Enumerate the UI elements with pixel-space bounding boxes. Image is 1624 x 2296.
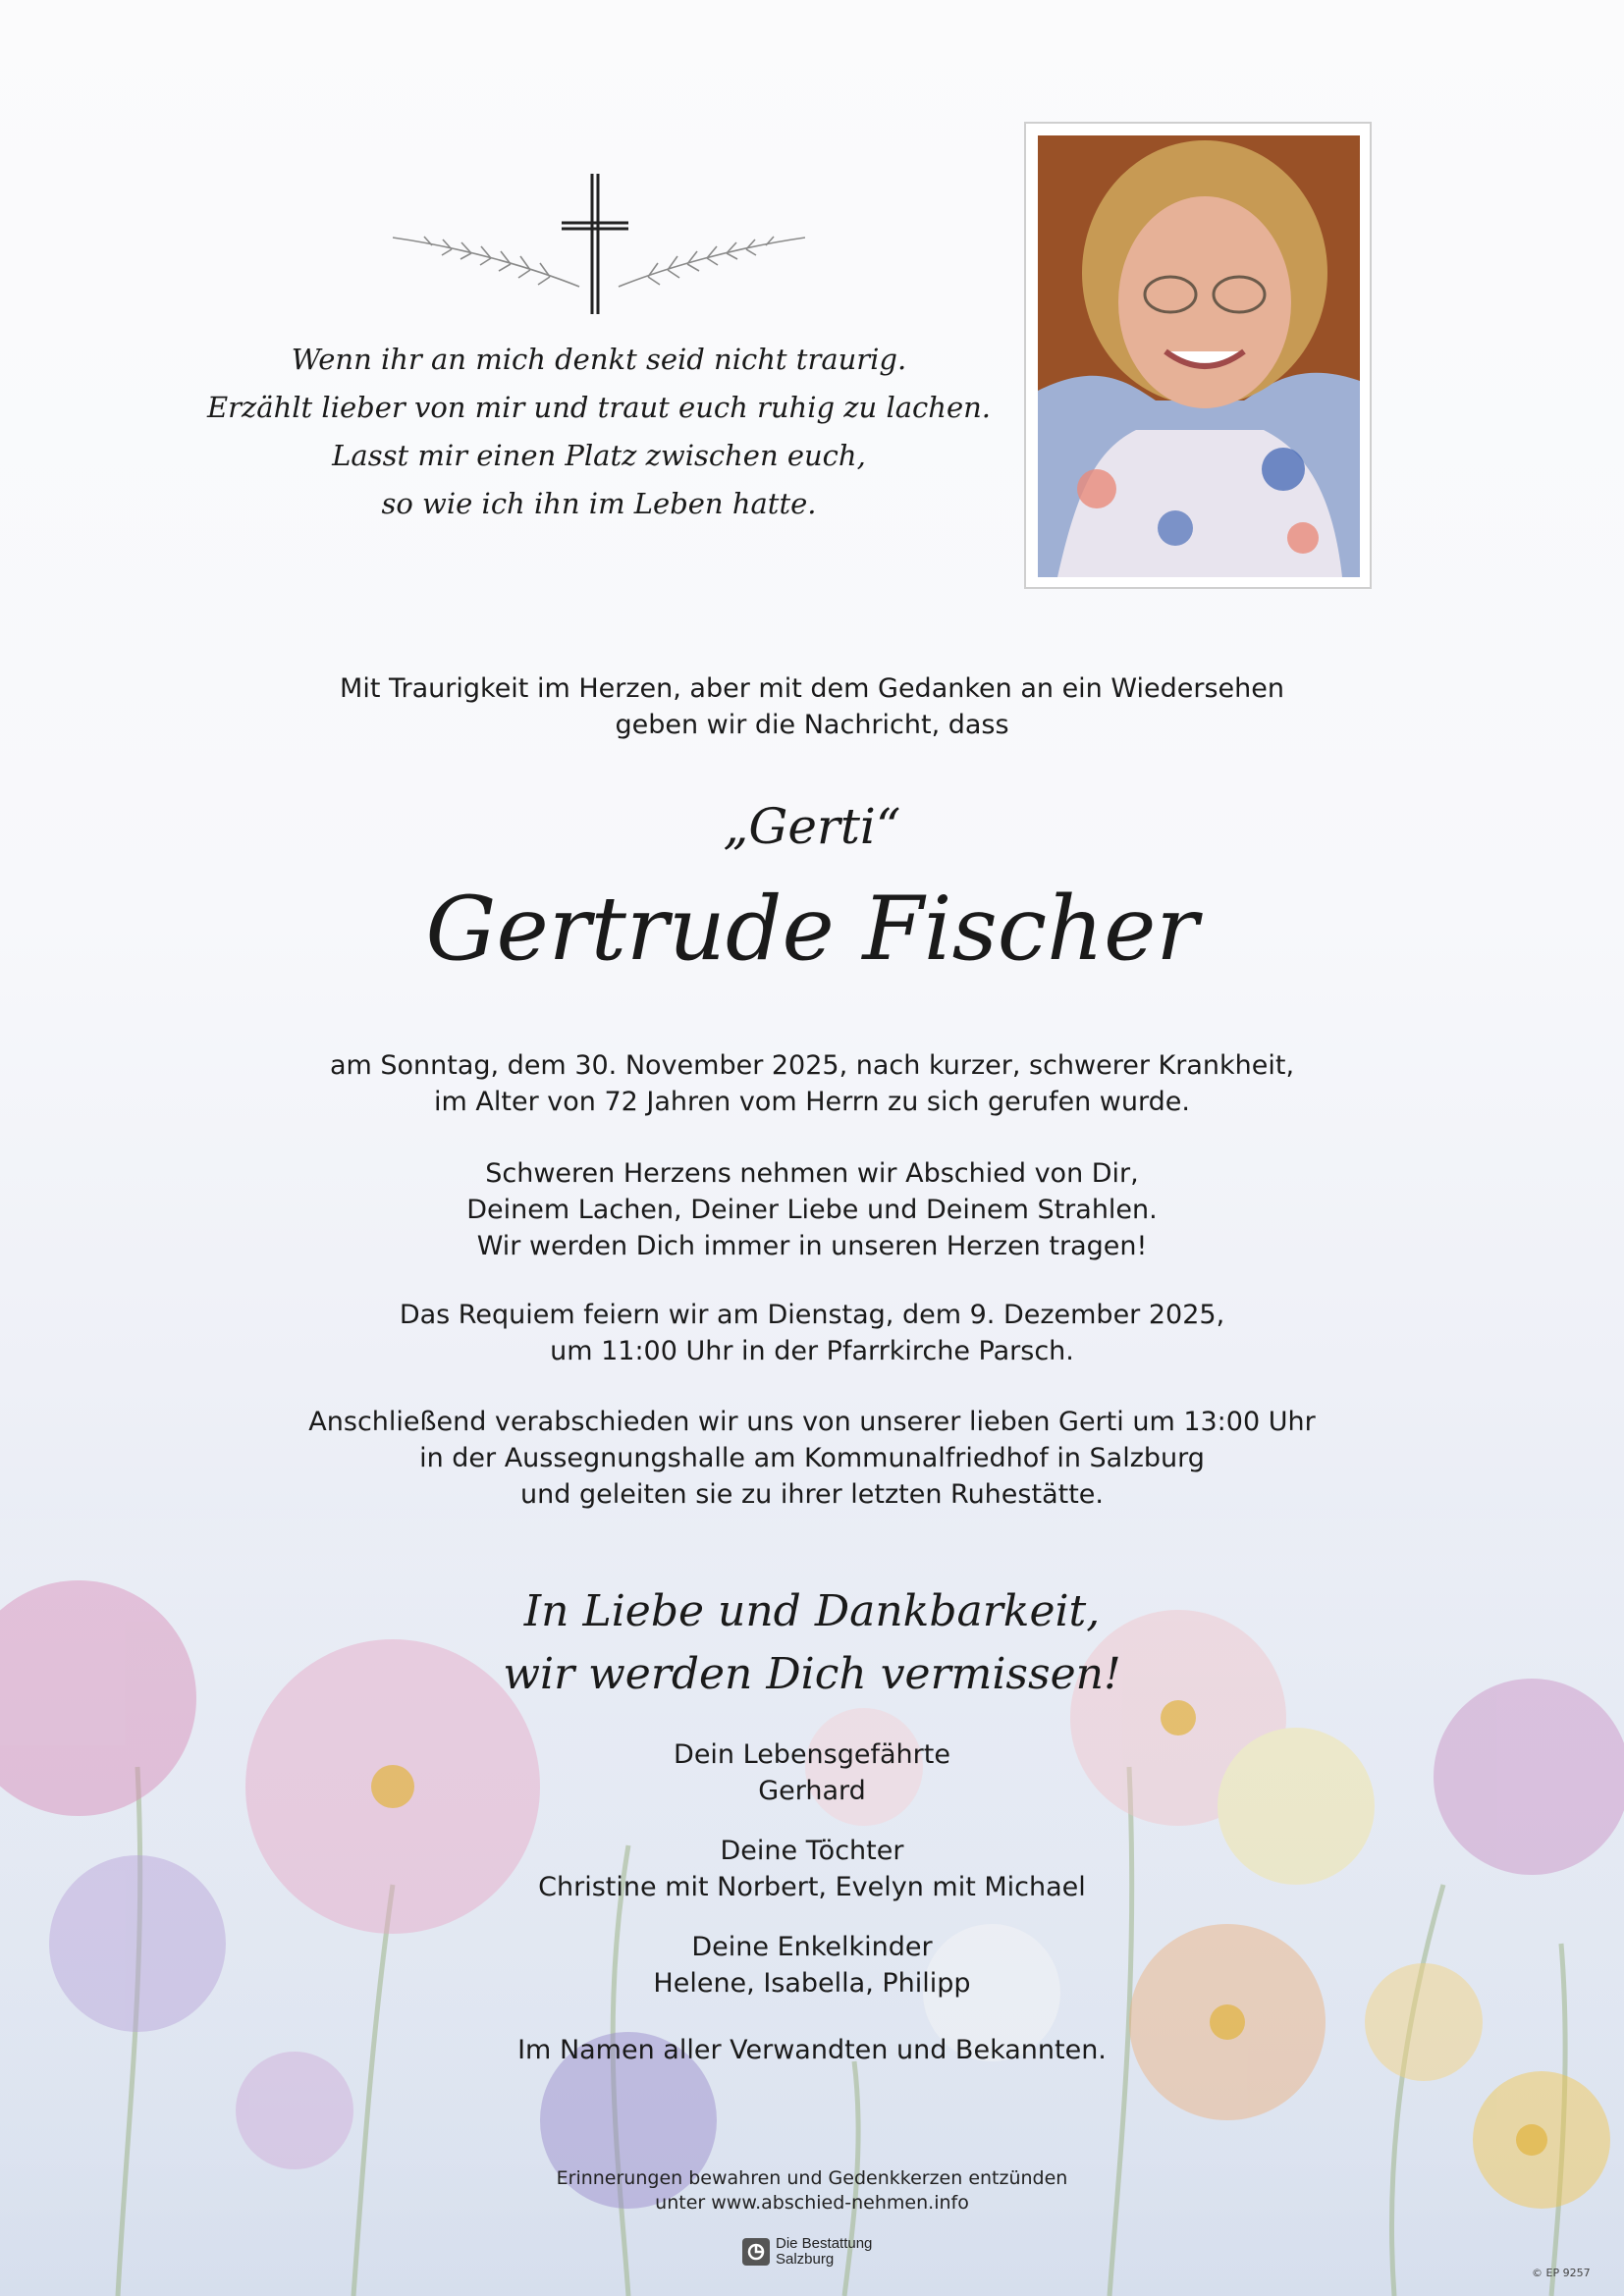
requiem-text: [0, 1297, 1624, 1369]
logo-mark-icon: [742, 2238, 770, 2266]
footer-line: unter www.abschied-nehmen.info: [655, 2192, 969, 2214]
burial-line: in der Aussegnungshalle am Kommunalfriedhof in Salzburg: [419, 1443, 1205, 1473]
relatives-text: Im Namen aller Verwandten und Bekannten.: [517, 2035, 1107, 2065]
family-title: Deine Enkelkinder: [691, 1932, 933, 1962]
verse-line: Wenn ihr an mich denkt seid nicht traurig.: [291, 343, 907, 376]
family-group-partner: [0, 1736, 1624, 1809]
branch-right-icon: [619, 237, 805, 287]
requiem-line: Das Requiem feiern wir am Dienstag, dem 9. Dezember 2025,: [399, 1300, 1225, 1330]
deceased-name: Gertrude Fischer: [425, 878, 1199, 981]
intro-text: [0, 670, 1624, 743]
burial-line: und geleiten sie zu ihrer letzten Ruhestätte.: [520, 1479, 1104, 1510]
closing-line: wir werden Dich vermissen!: [503, 1649, 1121, 1699]
branch-left-icon: [393, 237, 579, 287]
portrait-photo: [1038, 135, 1360, 577]
farewell-text: [0, 1155, 1624, 1264]
memorial-verse: [206, 336, 992, 528]
logo-line: Salzburg: [776, 2251, 835, 2268]
closing-text: [0, 1580, 1624, 1706]
intro-line: Mit Traurigkeit im Herzen, aber mit dem Gedanken an ein Wiedersehen: [340, 673, 1284, 704]
burial-text: [0, 1404, 1624, 1513]
verse-line: Lasst mir einen Platz zwischen euch,: [332, 439, 866, 472]
portrait-frame: [1024, 122, 1372, 589]
bestattung-logo: [742, 2233, 872, 2270]
death-notice: [0, 1047, 1624, 1120]
cross-icon: [393, 169, 805, 316]
farewell-line: Schweren Herzens nehmen wir Abschied von Dir,: [485, 1158, 1139, 1189]
family-names: Christine mit Norbert, Evelyn mit Michael: [538, 1872, 1086, 1902]
death-notice-line: am Sonntag, dem 30. November 2025, nach kurzer, schwerer Krankheit,: [329, 1050, 1295, 1081]
footer-line: Erinnerungen bewahren und Gedenkkerzen entzünden: [556, 2167, 1068, 2189]
nickname: „Gerti“: [723, 798, 901, 855]
requiem-line: um 11:00 Uhr in der Pfarrkirche Parsch.: [550, 1336, 1074, 1366]
family-names: Gerhard: [758, 1776, 866, 1806]
burial-line: Anschließend verabschieden wir uns von unserer lieben Gerti um 13:00 Uhr: [308, 1407, 1316, 1437]
family-group-grandchildren: [0, 1929, 1624, 2002]
death-notice-line: im Alter von 72 Jahren vom Herrn zu sich gerufen wurde.: [434, 1087, 1190, 1117]
farewell-line: Deinem Lachen, Deiner Liebe und Deinem Strahlen.: [466, 1195, 1158, 1225]
verse-line: Erzählt lieber von mir und traut euch ruhig zu lachen.: [207, 391, 991, 424]
family-names: Helene, Isabella, Philipp: [653, 1968, 971, 1999]
footer-text: [0, 2166, 1624, 2216]
family-title: Dein Lebensgefährte: [674, 1739, 950, 1770]
family-group-daughters: [0, 1833, 1624, 1905]
intro-line: geben wir die Nachricht, dass: [615, 710, 1009, 740]
closing-line: In Liebe und Dankbarkeit,: [523, 1586, 1101, 1636]
farewell-line: Wir werden Dich immer in unseren Herzen tragen!: [476, 1231, 1148, 1261]
product-code: © EP 9257: [1532, 2267, 1591, 2279]
logo-line: Die Bestattung: [776, 2235, 873, 2252]
verse-line: so wie ich ihn im Leben hatte.: [381, 487, 817, 520]
family-title: Deine Töchter: [720, 1836, 904, 1866]
